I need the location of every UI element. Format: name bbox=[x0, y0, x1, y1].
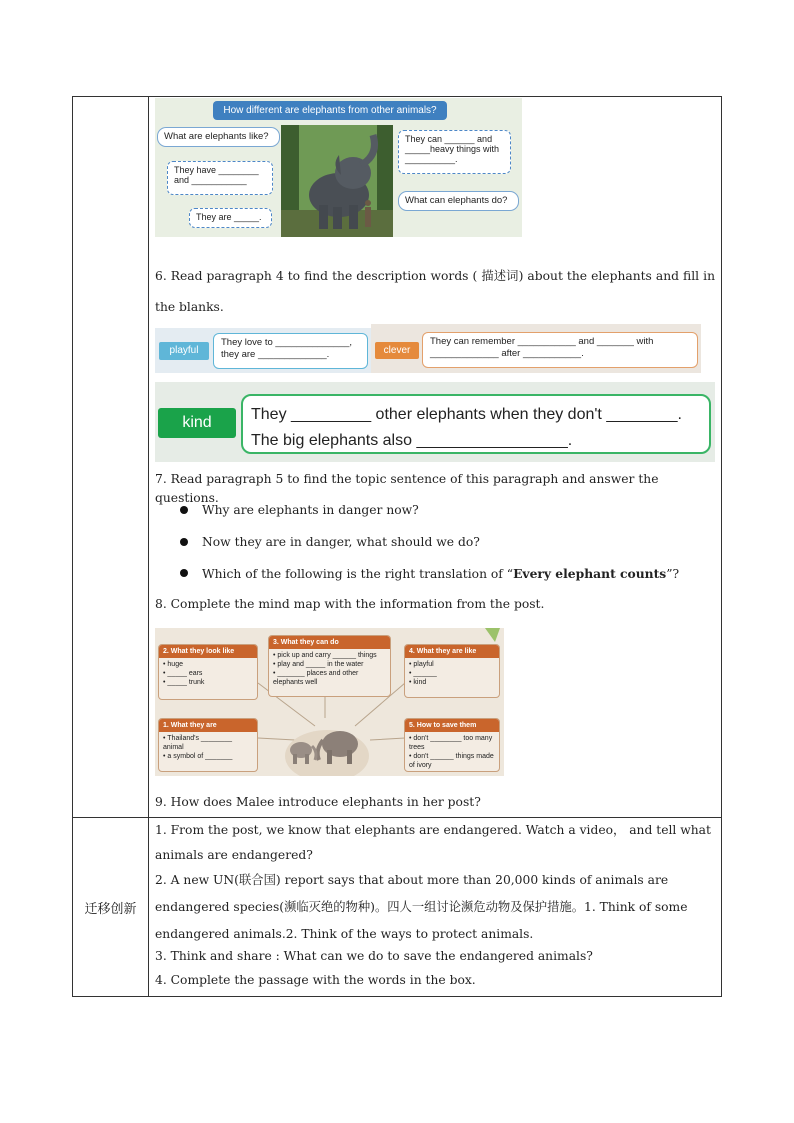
question-7: 7. Read paragraph 5 to find the topic sentence of this paragraph and answer the questions. bbox=[155, 472, 659, 505]
clever-text: They can remember ___________ and _______ with _____________ after ___________. bbox=[422, 332, 698, 368]
section2-item-1: 1. From the post, we know that elephants are endangered. Watch a video， and tell what animals are endangered? bbox=[155, 823, 711, 862]
bullet-dot bbox=[180, 538, 188, 546]
mindmap-box-5 bbox=[404, 718, 500, 772]
q7-b3-pre: Which of the following is the right translation of “ bbox=[202, 567, 514, 581]
mindmap-box-1 bbox=[158, 718, 258, 772]
kind-text: They _________ other elephants when they don't ________. The big elephants also _________________. bbox=[241, 394, 711, 454]
clever-tag: clever bbox=[375, 342, 419, 359]
mindmap-item: • don't ________ too many trees bbox=[409, 734, 495, 752]
mind-map bbox=[155, 628, 504, 776]
mindmap-box-3-title: 3. What they can do bbox=[269, 636, 390, 649]
mindmap-box-2 bbox=[158, 644, 258, 700]
mindmap-box-5-title: 5. How to save them bbox=[405, 719, 499, 732]
column-divider bbox=[148, 97, 149, 817]
question-bubble: What are elephants like? bbox=[157, 127, 280, 147]
playful-text: They love to ______________, they are _____________. bbox=[213, 333, 368, 369]
question-9: 9. How does Malee introduce elephants in her post? bbox=[155, 795, 481, 809]
elephant-photo bbox=[281, 125, 393, 237]
mindmap-item: • play and _____ in the water bbox=[273, 660, 386, 669]
mindmap-box-4 bbox=[404, 644, 500, 698]
kind-figure bbox=[155, 382, 715, 462]
question-6: 6. Read paragraph 4 to find the description words ( 描述词) about the elephants and fill in the blanks. bbox=[155, 269, 715, 314]
mindmap-item: • ______ bbox=[409, 669, 495, 678]
q7-b3-post: ”? bbox=[666, 567, 680, 581]
figure-title: How different are elephants from other animals? bbox=[213, 101, 447, 120]
mindmap-item: • kind bbox=[409, 678, 495, 687]
mindmap-item: • _______ places and other elephants well bbox=[273, 669, 386, 687]
kind-tag: kind bbox=[158, 408, 236, 438]
mindmap-box-1-title: 1. What they are bbox=[159, 719, 257, 732]
mindmap-item: • Thailand's ________ animal bbox=[163, 734, 253, 752]
answer-bubble: They can ______ and _____heavy things with __________. bbox=[398, 130, 511, 174]
q7-bullet-1: Why are elephants in danger now? bbox=[202, 503, 419, 517]
question-bubble: What can elephants do? bbox=[398, 191, 519, 211]
answer-bubble: They are _____. bbox=[189, 208, 272, 228]
mindmap-item: • playful bbox=[409, 660, 495, 669]
mindmap-item: • huge bbox=[163, 660, 253, 669]
mindmap-item: • _____ trunk bbox=[163, 678, 253, 687]
q7-bullet-2: Now they are in danger, what should we do? bbox=[202, 535, 480, 549]
mindmap-item: • _____ ears bbox=[163, 669, 253, 678]
q7-bullet-3 bbox=[202, 564, 679, 584]
mindmap-item: • pick up and carry ______ things bbox=[273, 651, 386, 660]
answer-bubble: They have ________ and ___________ bbox=[167, 161, 273, 195]
section2-item-2: 2. A new UN(联合国) report says that about more than 20,000 kinds of animals are endangered species(濒临灭绝的物种)。四人一组讨论濒危动物及保护措施。1. Think of some endangered animals.2. Think of the ways to protect animals. bbox=[155, 873, 688, 941]
bullet-dot bbox=[180, 506, 188, 514]
question-8: 8. Complete the mind map with the information from the post. bbox=[155, 597, 545, 611]
row-label: 迁移创新 bbox=[84, 901, 137, 917]
mindmap-box-2-title: 2. What they look like bbox=[159, 645, 257, 658]
section2-item-4: 4. Complete the passage with the words in the box. bbox=[155, 973, 476, 987]
bullet-dot bbox=[180, 569, 188, 577]
elephant-question-figure bbox=[155, 98, 522, 237]
playful-figure bbox=[155, 328, 371, 373]
mindmap-box-4-title: 4. What they are like bbox=[405, 645, 499, 658]
playful-tag: playful bbox=[159, 342, 209, 360]
clever-figure bbox=[371, 324, 701, 373]
mindmap-box-3 bbox=[268, 635, 391, 697]
section2-item-3: 3. Think and share : What can we do to save the endangered animals? bbox=[155, 949, 593, 963]
column-divider bbox=[148, 817, 149, 997]
mindmap-item: • don't ______ things made of ivory bbox=[409, 752, 495, 770]
mindmap-item: • a symbol of _______ bbox=[163, 752, 253, 761]
q7-b3-bold: Every elephant counts bbox=[513, 566, 667, 581]
